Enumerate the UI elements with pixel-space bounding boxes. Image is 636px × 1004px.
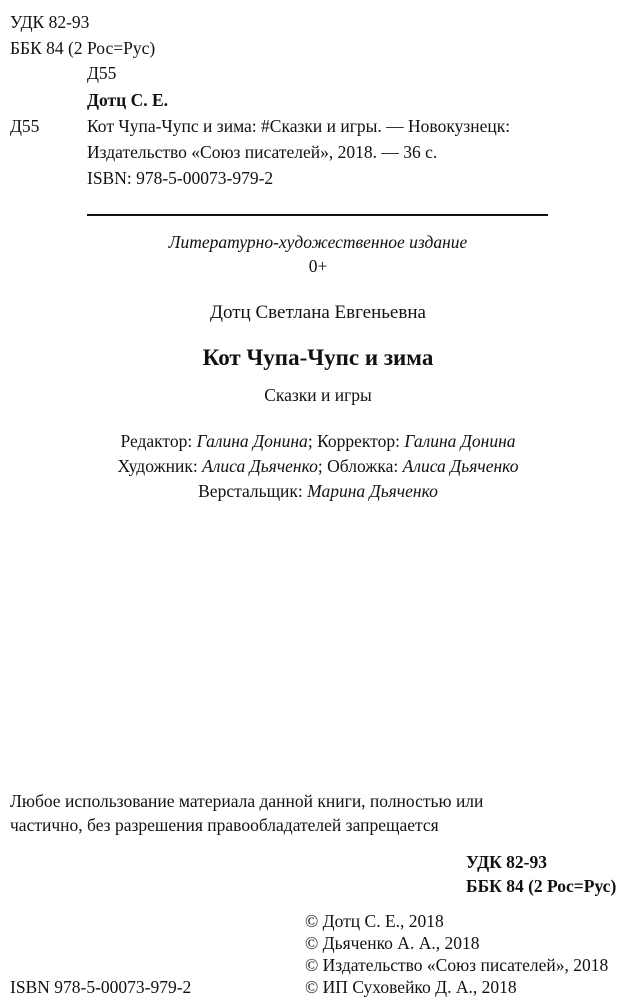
credits-line-3: [0, 481, 636, 502]
copyright-line: © ИП Суховейко Д. А., 2018: [305, 977, 517, 997]
rights-notice-line-2: частично, без разрешения правообладателей запрещается: [10, 815, 439, 835]
catalog-author-mark: Д55: [10, 116, 40, 136]
age-rating: 0+: [308, 256, 328, 276]
copyright-line: © Издательство «Союз писателей», 2018: [305, 955, 609, 975]
edition-type: Литературно-художественное издание: [168, 232, 468, 252]
copyright-line: © Дьяченко А. А., 2018: [305, 933, 480, 953]
credit-name: Алиса Дьяченко: [202, 456, 318, 476]
book-title: Кот Чупа-Чупс и зима: [202, 345, 434, 370]
catalog-isbn: ISBN: 978-5-00073-979-2: [87, 168, 274, 188]
footer-isbn: ISBN 978-5-00073-979-2: [10, 977, 192, 997]
catalog-description-line-2: Издательство «Союз писателей», 2018. — 36 с.: [87, 142, 438, 162]
credit-name: Алиса Дьяченко: [402, 456, 519, 476]
credit-role: Обложка:: [327, 456, 403, 476]
catalog-description-line-1: Кот Чупа-Чупс и зима: #Сказки и игры. — Новокузнецк:: [87, 116, 511, 136]
copyright-line: © Дотц С. Е., 2018: [305, 911, 444, 931]
credit-role: Редактор:: [120, 431, 197, 451]
rights-notice-line-1: Любое использование материала данной книги, полностью или: [10, 791, 484, 811]
udk-code: УДК 82-93: [10, 12, 90, 32]
credit-separator: ;: [317, 456, 328, 476]
credit-name: Галина Донина: [196, 431, 308, 451]
credit-role: Верстальщик:: [198, 481, 308, 501]
credit-name: Галина Донина: [404, 431, 516, 451]
bbk-code: ББК 84 (2 Рос=Рус): [10, 38, 156, 58]
author-mark: Д55: [87, 63, 117, 83]
credits-line-2: [0, 456, 636, 477]
credits-line-1: [0, 431, 636, 452]
book-subtitle: Сказки и игры: [264, 385, 372, 405]
credit-role: Художник:: [117, 456, 203, 476]
divider-rule: [87, 214, 548, 216]
credit-name: Марина Дьяченко: [307, 481, 438, 501]
credit-role: Корректор:: [317, 431, 405, 451]
footer-udk-code: УДК 82-93: [466, 852, 548, 872]
footer-bbk-code: ББК 84 (2 Рос=Рус): [466, 876, 617, 896]
credit-separator: ;: [307, 431, 318, 451]
author-heading: Дотц С. Е.: [87, 90, 169, 110]
author-full-name: Дотц Светлана Евгеньевна: [210, 302, 426, 323]
